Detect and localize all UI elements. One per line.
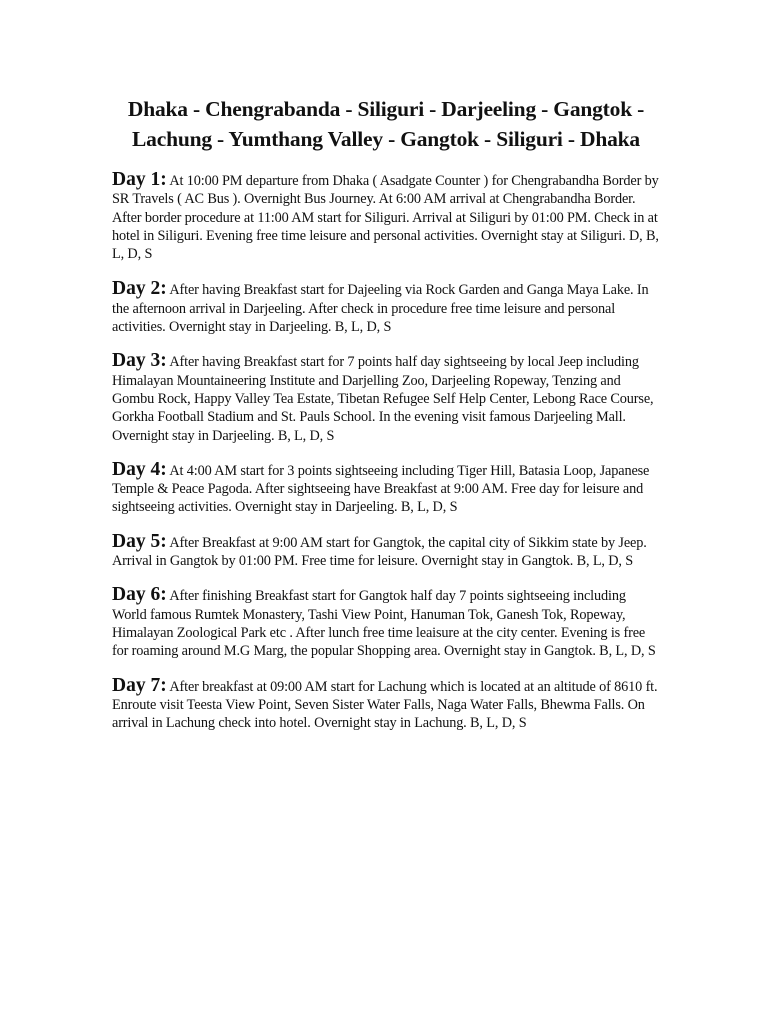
itinerary-title: Dhaka - Chengrabanda - Siliguri - Darjeeling - Gangtok - Lachung - Yumthang Valley - Gangtok - Siliguri - Dhaka: [127, 97, 645, 151]
day-7-text: After breakfast at 09:00 AM start for Lachung which is located at an altitude of 8610 ft. Enroute visit Teesta View Point, Seven Sister Water Falls, Naga Water Falls, Bhewma Falls. On arrival in Lachung check into hotel. Overnight stay in Lachung. B, L, D, S: [112, 678, 658, 732]
day-4-paragraph: [112, 458, 660, 517]
day-2-label: Day 2:: [112, 278, 167, 300]
day-3-label: Day 3:: [112, 350, 167, 372]
day-1-paragraph: [112, 171, 660, 263]
day-6-label: Day 6:: [112, 584, 167, 606]
document-page: [112, 94, 660, 747]
day-7-label: Day 7:: [112, 674, 167, 696]
day-5-text: After Breakfast at 9:00 AM start for Gangtok, the capital city of Sikkim state by Jeep. Arrival in Gangtok by 01:00 PM. Free time for leisure. Overnight stay in Gangtok. B, L, D, S: [112, 534, 647, 570]
day-4-label: Day 4:: [112, 458, 167, 480]
day-4-text: At 4:00 AM start for 3 points sightseeing including Tiger Hill, Batasia Loop, Japanese Temple & Peace Pagoda. After sightseeing have Breakfast at 9:00 AM. Free day for leisure and sightseeing activities. Overnight stay in Darjeeling. B, L, D, S: [112, 462, 650, 516]
day-6-paragraph: [112, 586, 660, 660]
day-3-text: After having Breakfast start for 7 points half day sightseeing by local Jeep including Himalayan Mountaineering Institute and Darjelling Zoo, Darjeeling Ropeway, Tenzing and Gombu Rock, Happy Valley Tea Estate, Tibetan Refugee Self Help Center, Lebong Race Course, Gorkha Football Stadium and St. Pauls School. In the evening visit famous Darjeeling Mall. Overnight stay in Darjeeling. B, L, D, S: [112, 354, 654, 444]
day-6-text: After finishing Breakfast start for Gangtok half day 7 points sightseeing including World famous Rumtek Monastery, Tashi View Point, Hanuman Tok, Ganesh Tok, Ropeway, Himalayan Zoological Park etc . After lunch free time leaisure at the city center. Evening is free for roaming around M.G Marg, the popular Shopping area. Overnight stay in Gangtok. B, L, D, S: [112, 588, 656, 660]
day-5-paragraph: [112, 530, 660, 571]
day-7-paragraph: [112, 674, 660, 733]
day-2-paragraph: [112, 280, 660, 336]
day-5-label: Day 5:: [112, 530, 167, 552]
day-1-text: At 10:00 PM departure from Dhaka ( Asadgate Counter ) for Chengrabandha Border by SR Travels ( AC Bus ). Overnight Bus Journey. At 6:00 AM arrival at Chengrabandha Border. After border procedure at 11:00 AM start for Siliguri. Arrival at Siliguri by 01:00 PM. Check in at hotel in Siliguri. Evening free time leisure and personal activities. Overnight stay at Siliguri. D, B, L, D, S: [112, 173, 659, 263]
day-2-text: After having Breakfast start for Dajeeling via Rock Garden and Ganga Maya Lake. In the afternoon arrival in Darjeeling. After check in procedure free time leisure and personal activities. Overnight stay in Darjeeling. B, L, D, S: [112, 282, 649, 336]
day-1-label: Day 1:: [112, 169, 167, 190]
day-3-paragraph: [112, 352, 660, 444]
